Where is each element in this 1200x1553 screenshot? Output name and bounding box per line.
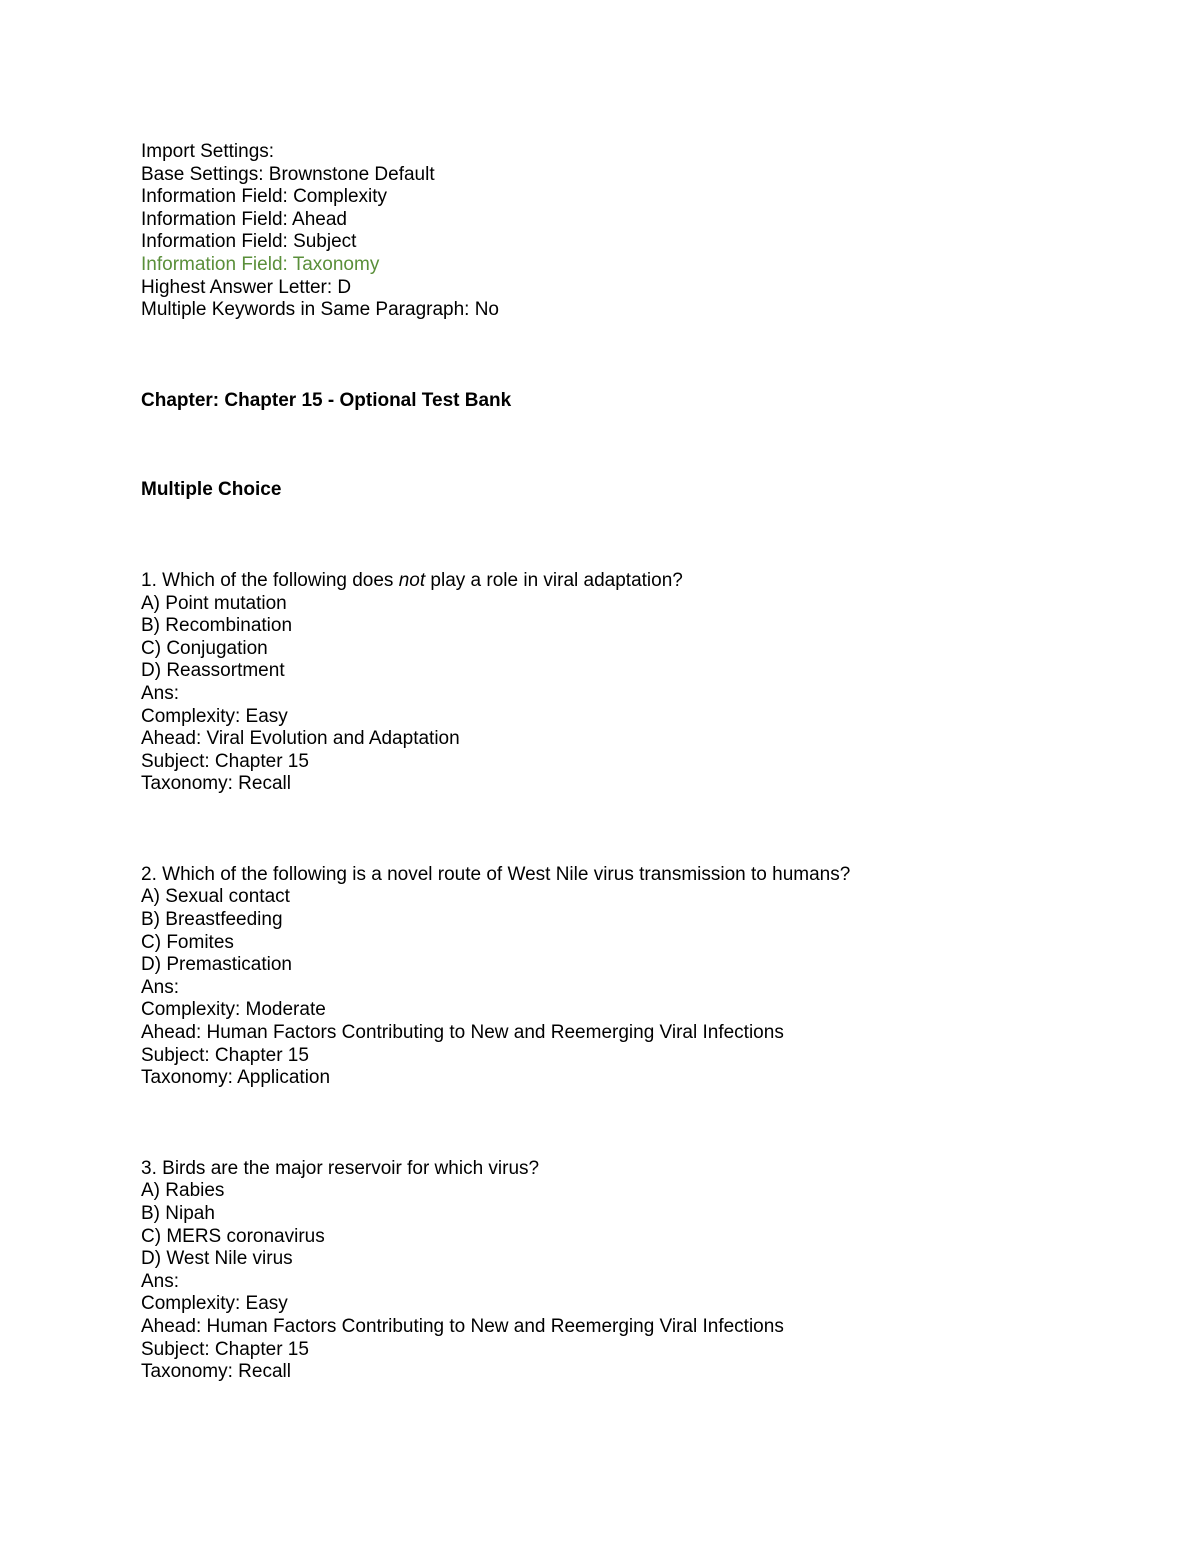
question-stem-text: Which of the following does <box>162 569 399 591</box>
taxonomy-field: Taxonomy: Application <box>141 1067 331 1089</box>
question-stem-text: Which of the following is a novel route of West Nile virus transmission to humans? <box>162 863 851 885</box>
document-page <box>141 141 1141 1384</box>
question-stem-text: play a role in viral adaptation? <box>425 569 683 591</box>
answer-option: D) Reassortment <box>141 660 285 682</box>
ahead-field: Ahead: Human Factors Contributing to New and Reemerging Viral Infections <box>141 1315 784 1337</box>
question-stem <box>141 570 1141 593</box>
answer-option: B) Breastfeeding <box>141 909 283 931</box>
import-settings-line: Highest Answer Letter: D <box>141 276 352 298</box>
answer-label: Ans: <box>141 1270 180 1292</box>
complexity-field: Complexity: Easy <box>141 1293 288 1315</box>
complexity-field: Complexity: Easy <box>141 705 288 727</box>
question-number: 3. <box>141 1157 157 1179</box>
answer-label: Ans: <box>141 976 180 998</box>
subject-field: Subject: Chapter 15 <box>141 1044 309 1066</box>
taxonomy-field: Taxonomy: Recall <box>141 773 291 795</box>
ahead-field: Ahead: Human Factors Contributing to New and Reemerging Viral Infections <box>141 1022 784 1044</box>
answer-option: C) Fomites <box>141 931 234 953</box>
answer-option: A) Sexual contact <box>141 886 290 908</box>
answer-option: D) West Nile virus <box>141 1248 293 1270</box>
question-2 <box>141 864 1141 1090</box>
chapter-heading: Chapter: Chapter 15 - Optional Test Bank <box>141 389 512 411</box>
question-stem <box>141 864 1141 887</box>
question-1 <box>141 570 1141 796</box>
complexity-field: Complexity: Moderate <box>141 999 326 1021</box>
import-settings-line: Import Settings: <box>141 141 275 162</box>
question-number: 1. <box>141 569 157 591</box>
ahead-field: Ahead: Viral Evolution and Adaptation <box>141 728 460 750</box>
question-stem-emphasis: not <box>398 569 426 591</box>
import-settings-line: Information Field: Ahead <box>141 208 347 230</box>
question-3 <box>141 1158 1141 1384</box>
question-number: 2. <box>141 863 157 885</box>
import-settings-line: Information Field: Complexity <box>141 186 388 208</box>
import-settings-line: Information Field: Subject <box>141 231 357 253</box>
answer-option: D) Premastication <box>141 954 292 976</box>
subject-field: Subject: Chapter 15 <box>141 750 309 772</box>
question-stem-text: Birds are the major reservoir for which virus? <box>162 1157 540 1179</box>
section-heading: Multiple Choice <box>141 479 282 501</box>
answer-option: B) Recombination <box>141 615 293 637</box>
import-settings-line: Multiple Keywords in Same Paragraph: No <box>141 299 500 321</box>
import-settings-block <box>141 141 1141 322</box>
answer-option: C) Conjugation <box>141 637 268 659</box>
answer-option: C) MERS coronavirus <box>141 1225 325 1247</box>
import-settings-line-highlighted: Information Field: Taxonomy <box>141 253 380 275</box>
subject-field: Subject: Chapter 15 <box>141 1338 309 1360</box>
answer-option: A) Point mutation <box>141 592 287 614</box>
answer-option: A) Rabies <box>141 1180 225 1202</box>
taxonomy-field: Taxonomy: Recall <box>141 1361 291 1383</box>
answer-option: B) Nipah <box>141 1203 215 1224</box>
question-stem <box>141 1158 1141 1181</box>
import-settings-line: Base Settings: Brownstone Default <box>141 163 435 185</box>
answer-label: Ans: <box>141 682 180 704</box>
